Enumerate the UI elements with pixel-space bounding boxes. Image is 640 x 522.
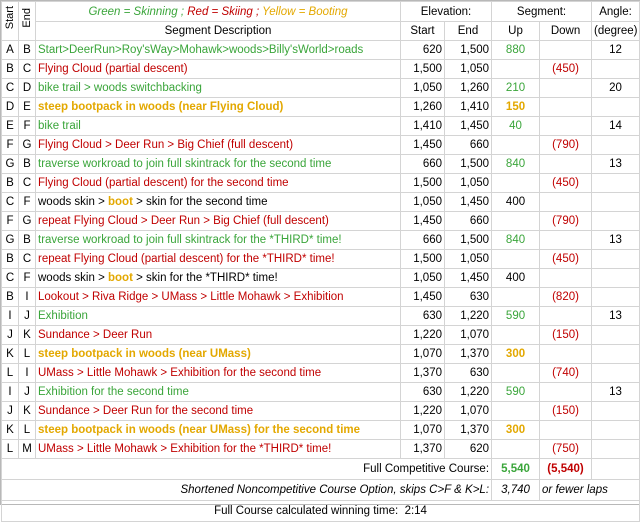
segment-down (540, 231, 592, 250)
table-row (2, 250, 640, 269)
segment-up: 40 (492, 117, 540, 136)
description-header: Segment Description (36, 22, 401, 41)
angle-degree (592, 440, 640, 459)
table-row (2, 60, 640, 79)
winning-time-value: 2:14 (404, 505, 427, 517)
segment-down: (450) (540, 174, 592, 193)
segment-up (492, 250, 540, 269)
end-point: G (19, 212, 36, 231)
angle-degree (592, 193, 640, 212)
segment-up (492, 212, 540, 231)
start-point: B (2, 288, 19, 307)
table-row (2, 41, 640, 60)
elevation-start: 1,500 (401, 174, 445, 193)
up-header: Up (492, 22, 540, 41)
segment-description (36, 307, 401, 326)
segment-description (36, 174, 401, 193)
description-text: Exhibition (38, 310, 88, 322)
down-header: Down (540, 22, 592, 41)
segment-down: (150) (540, 402, 592, 421)
angle-degree (592, 364, 640, 383)
elevation-start: 1,370 (401, 364, 445, 383)
segment-down (540, 269, 592, 288)
segment-down (540, 421, 592, 440)
description-text: woods skin > (38, 272, 108, 284)
segment-description (36, 212, 401, 231)
description-text: repeat Flying Cloud > Deer Run > Big Chief (full descent) (38, 215, 329, 227)
end-point: C (19, 250, 36, 269)
start-point: A (2, 41, 19, 60)
start-point: L (2, 440, 19, 459)
segment-description (36, 41, 401, 60)
segment-down (540, 193, 592, 212)
description-text: traverse workroad to join full skintrack for the *THIRD* time! (38, 234, 342, 246)
segment-down: (740) (540, 364, 592, 383)
segment-up (492, 136, 540, 155)
start-point: F (2, 212, 19, 231)
angle-degree: 13 (592, 155, 640, 174)
elev-start-header: Start (401, 22, 445, 41)
segment-up: 590 (492, 383, 540, 402)
end-point: G (19, 136, 36, 155)
elevation-end: 1,410 (445, 98, 492, 117)
angle-degree (592, 98, 640, 117)
segment-description (36, 193, 401, 212)
elevation-start: 1,220 (401, 326, 445, 345)
description-text: traverse workroad to join full skintrack for the second time (38, 158, 332, 170)
segment-description (36, 117, 401, 136)
elevation-start: 630 (401, 307, 445, 326)
angle-header: Angle: (592, 2, 640, 22)
degree-header: (degree) (592, 22, 640, 41)
elevation-start: 1,500 (401, 60, 445, 79)
description-text: steep bootpack in woods (near UMass) for the second time (38, 424, 361, 436)
segment-header: Segment: (492, 2, 592, 22)
segment-description (36, 250, 401, 269)
end-point: L (19, 421, 36, 440)
elevation-start: 660 (401, 231, 445, 250)
col-header-end: End (19, 2, 36, 41)
start-point: J (2, 402, 19, 421)
angle-degree: 14 (592, 117, 640, 136)
description-text: boot (108, 196, 133, 208)
segment-up: 880 (492, 41, 540, 60)
end-point: B (19, 41, 36, 60)
description-text: bike trail (38, 120, 81, 132)
segment-down (540, 345, 592, 364)
elevation-start: 1,260 (401, 98, 445, 117)
header-row-2 (2, 22, 640, 41)
angle-degree: 20 (592, 79, 640, 98)
end-point: K (19, 326, 36, 345)
elevation-end: 630 (445, 288, 492, 307)
angle-degree (592, 212, 640, 231)
header-row-1 (2, 2, 640, 22)
elevation-start: 630 (401, 383, 445, 402)
end-point: B (19, 231, 36, 250)
elevation-end: 1,070 (445, 326, 492, 345)
start-point: D (2, 98, 19, 117)
end-point: E (19, 98, 36, 117)
elevation-start: 1,070 (401, 345, 445, 364)
table-row (2, 345, 640, 364)
segment-down: (450) (540, 250, 592, 269)
start-point: L (2, 364, 19, 383)
end-point: C (19, 60, 36, 79)
segment-up: 300 (492, 421, 540, 440)
elevation-start: 1,450 (401, 212, 445, 231)
elevation-end: 1,370 (445, 421, 492, 440)
elevation-end: 1,220 (445, 307, 492, 326)
segment-description (36, 402, 401, 421)
legend-red: Red = Skiing (187, 5, 253, 18)
table-row (2, 307, 640, 326)
elevation-start: 620 (401, 41, 445, 60)
elevation-end: 1,050 (445, 250, 492, 269)
start-point: J (2, 326, 19, 345)
end-point: L (19, 345, 36, 364)
elevation-end: 1,370 (445, 345, 492, 364)
end-point: F (19, 117, 36, 136)
elevation-end: 1,500 (445, 155, 492, 174)
end-point: J (19, 383, 36, 402)
col-header-start: Start (2, 2, 19, 41)
segment-description (36, 345, 401, 364)
description-text: UMass > Little Mohawk > Exhibition for the second time (38, 367, 322, 379)
table-row (2, 212, 640, 231)
description-text: steep bootpack in woods (near UMass) (38, 348, 251, 360)
elevation-end: 1,050 (445, 174, 492, 193)
description-text: Sundance > Deer Run (38, 329, 153, 341)
segment-description (36, 383, 401, 402)
segment-up: 150 (492, 98, 540, 117)
segment-description (36, 364, 401, 383)
elevation-start: 1,050 (401, 79, 445, 98)
table-row (2, 326, 640, 345)
table-row (2, 288, 640, 307)
start-point: G (2, 155, 19, 174)
description-text: Exhibition for the second time (38, 386, 189, 398)
winning-time-label: Full Course calculated winning time: (214, 505, 399, 517)
table-row (2, 383, 640, 402)
segment-description (36, 269, 401, 288)
elevation-end: 660 (445, 212, 492, 231)
elev-end-header: End (445, 22, 492, 41)
angle-degree (592, 326, 640, 345)
segment-down (540, 155, 592, 174)
footer-empty-cell (592, 459, 640, 480)
angle-degree: 13 (592, 231, 640, 250)
full-course-label: Full Competitive Course: (2, 459, 492, 480)
segment-description (36, 231, 401, 250)
short-course-up: 3,740 (492, 480, 540, 501)
start-point: B (2, 60, 19, 79)
elevation-start: 1,370 (401, 440, 445, 459)
segment-description (36, 60, 401, 79)
legend: Green = Skinning ; Red = Skiing ; Yellow = Booting (36, 2, 401, 22)
start-point: K (2, 421, 19, 440)
table-row (2, 364, 640, 383)
segment-up (492, 440, 540, 459)
segment-down (540, 307, 592, 326)
angle-degree: 13 (592, 383, 640, 402)
description-text: Start>DeerRun>Roy'sWay>Mohawk>woods>Billy'sWorld>roads (38, 44, 364, 56)
segment-down: (750) (540, 440, 592, 459)
segment-description (36, 440, 401, 459)
segment-up (492, 288, 540, 307)
segment-up (492, 60, 540, 79)
table-row (2, 79, 640, 98)
end-point: C (19, 174, 36, 193)
end-point: D (19, 79, 36, 98)
table-row (2, 98, 640, 117)
angle-degree (592, 136, 640, 155)
short-course-note: or fewer laps (540, 480, 640, 501)
start-point: C (2, 79, 19, 98)
segment-up: 210 (492, 79, 540, 98)
elevation-end: 630 (445, 364, 492, 383)
segment-up: 590 (492, 307, 540, 326)
description-text: > skin for the *THIRD* time! (132, 272, 278, 284)
table-row (2, 136, 640, 155)
segment-description (36, 136, 401, 155)
elevation-start: 1,220 (401, 402, 445, 421)
segment-down (540, 79, 592, 98)
elevation-start: 660 (401, 155, 445, 174)
table-row (2, 174, 640, 193)
start-point: I (2, 307, 19, 326)
course-table (1, 1, 640, 522)
end-point: M (19, 440, 36, 459)
table-row (2, 231, 640, 250)
segment-description (36, 79, 401, 98)
table-row (2, 402, 640, 421)
elevation-end: 1,450 (445, 269, 492, 288)
end-point: F (19, 193, 36, 212)
start-point: F (2, 136, 19, 155)
segment-down (540, 117, 592, 136)
segment-down (540, 383, 592, 402)
elevation-header: Elevation: (401, 2, 492, 22)
angle-degree (592, 345, 640, 364)
description-text: Flying Cloud (partial descent) (38, 63, 188, 75)
start-point: E (2, 117, 19, 136)
elevation-start: 1,050 (401, 193, 445, 212)
angle-degree (592, 402, 640, 421)
angle-degree (592, 288, 640, 307)
short-course-label: Shortened Noncompetitive Course Option, skips C>F & K>L: (2, 480, 492, 501)
start-point: K (2, 345, 19, 364)
end-point: F (19, 269, 36, 288)
table-row (2, 155, 640, 174)
legend-yellow: Yellow = Booting (262, 5, 348, 18)
segment-down: (450) (540, 60, 592, 79)
segment-up (492, 402, 540, 421)
segment-up (492, 364, 540, 383)
description-text: Sundance > Deer Run for the second time (38, 405, 254, 417)
elevation-end: 660 (445, 136, 492, 155)
table-row (2, 193, 640, 212)
segment-up (492, 326, 540, 345)
footer-winning-row (2, 501, 640, 522)
table-row (2, 421, 640, 440)
description-text: UMass > Little Mohawk > Exhibition for the *THIRD* time! (38, 443, 332, 455)
segment-up: 400 (492, 269, 540, 288)
elevation-start: 1,450 (401, 288, 445, 307)
segment-down: (790) (540, 136, 592, 155)
table-row (2, 269, 640, 288)
start-point: G (2, 231, 19, 250)
segment-down: (820) (540, 288, 592, 307)
segment-description (36, 155, 401, 174)
angle-degree (592, 421, 640, 440)
segment-description (36, 421, 401, 440)
angle-degree (592, 269, 640, 288)
end-point: I (19, 288, 36, 307)
description-text: Flying Cloud > Deer Run > Big Chief (full descent) (38, 139, 294, 151)
legend-green: Green = Skinning (88, 5, 178, 18)
segment-description (36, 326, 401, 345)
angle-degree (592, 60, 640, 79)
full-course-up: 5,540 (492, 459, 540, 480)
angle-degree: 13 (592, 307, 640, 326)
start-point: B (2, 174, 19, 193)
segment-description (36, 98, 401, 117)
table-row (2, 440, 640, 459)
description-text: > skin for the second time (132, 196, 268, 208)
end-point: B (19, 155, 36, 174)
description-text: steep bootpack in woods (near Flying Cloud) (38, 101, 284, 113)
elevation-start: 1,500 (401, 250, 445, 269)
segment-description (36, 288, 401, 307)
footer-full-row (2, 459, 640, 480)
end-point: K (19, 402, 36, 421)
segment-up: 300 (492, 345, 540, 364)
footer-short-row (2, 480, 640, 501)
winning-time-cell (2, 501, 640, 522)
angle-degree (592, 174, 640, 193)
elevation-end: 1,220 (445, 383, 492, 402)
start-point: B (2, 250, 19, 269)
start-point: C (2, 193, 19, 212)
end-point: J (19, 307, 36, 326)
elevation-start: 1,070 (401, 421, 445, 440)
start-point: C (2, 269, 19, 288)
table-row (2, 117, 640, 136)
elevation-end: 1,450 (445, 193, 492, 212)
elevation-start: 1,450 (401, 136, 445, 155)
segment-down: (790) (540, 212, 592, 231)
segment-down (540, 41, 592, 60)
elevation-start: 1,410 (401, 117, 445, 136)
elevation-start: 1,050 (401, 269, 445, 288)
description-text: bike trail > woods switchbacking (38, 82, 202, 94)
elevation-end: 1,500 (445, 231, 492, 250)
description-text: Lookout > Riva Ridge > UMass > Little Mohawk > Exhibition (38, 291, 344, 303)
angle-degree (592, 250, 640, 269)
description-text: repeat Flying Cloud (partial descent) for the *THIRD* time! (38, 253, 335, 265)
elevation-end: 1,260 (445, 79, 492, 98)
segment-up: 840 (492, 231, 540, 250)
description-text: woods skin > (38, 196, 108, 208)
segment-down (540, 98, 592, 117)
angle-degree: 12 (592, 41, 640, 60)
elevation-end: 1,450 (445, 117, 492, 136)
description-text: boot (108, 272, 133, 284)
end-point: I (19, 364, 36, 383)
segment-up: 840 (492, 155, 540, 174)
description-text: Flying Cloud (partial descent) for the second time (38, 177, 289, 189)
segment-up: 400 (492, 193, 540, 212)
full-course-down: (5,540) (540, 459, 592, 480)
segment-up (492, 174, 540, 193)
elevation-end: 620 (445, 440, 492, 459)
segment-down: (150) (540, 326, 592, 345)
start-point: I (2, 383, 19, 402)
elevation-end: 1,500 (445, 41, 492, 60)
elevation-end: 1,050 (445, 60, 492, 79)
elevation-end: 1,070 (445, 402, 492, 421)
